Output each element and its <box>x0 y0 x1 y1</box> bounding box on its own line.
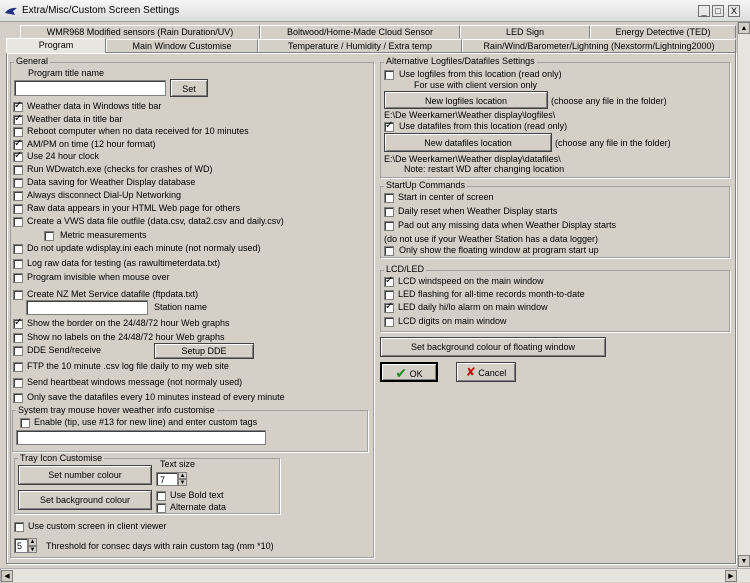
general-option-b1-checkbox[interactable] <box>13 259 23 269</box>
minimize-button[interactable]: _ <box>698 5 710 17</box>
cancel-x-icon: ✘ <box>465 365 476 379</box>
general-option-0-label: Weather data in Windows title bar <box>27 101 162 111</box>
general-option-6-label: Data saving for Weather Display database <box>27 177 196 187</box>
bold-text-label: Use Bold text <box>170 490 224 500</box>
startup-option-1-label: Daily reset when Weather Display starts <box>398 206 558 216</box>
tab-program[interactable]: Program <box>6 38 106 53</box>
general-option-0-checkbox[interactable] <box>13 102 23 112</box>
floating-background-colour-button[interactable]: Set background colour of floating window <box>380 337 606 357</box>
general-option-d2-checkbox[interactable] <box>13 393 23 403</box>
general-option-d1-checkbox[interactable] <box>13 378 23 388</box>
text-size-up-icon[interactable]: ▲ <box>179 473 186 479</box>
lcd-option-2-checkbox[interactable] <box>384 303 394 313</box>
general-option-2-label: Reboot computer when no data received for 10 minutes <box>27 126 249 136</box>
general-option-c1-label: Show no labels on the 24/48/72 hour Web graphs <box>27 332 225 342</box>
program-title-label: Program title name <box>28 68 105 78</box>
ok-label: OK <box>409 369 423 379</box>
station-name-label: Station name <box>154 302 208 312</box>
program-title-input[interactable] <box>14 80 166 96</box>
systray-enable-label: Enable (tip, use #13 for new line) and enter custom tags <box>34 417 258 427</box>
window-title: Extra/Misc/Custom Screen Settings <box>22 5 180 16</box>
tab-temperature-humidity[interactable]: Temperature / Humidity / Extra temp <box>258 39 462 52</box>
general-group-title: General <box>16 56 49 66</box>
tab-rain-wind-barometer[interactable]: Rain/Wind/Barometer/Lightning (Nexstorm/Lightning2000) <box>462 39 736 52</box>
custom-screen-checkbox[interactable] <box>14 522 24 532</box>
general-option-5-checkbox[interactable] <box>13 165 23 175</box>
startup-option-1-checkbox[interactable] <box>384 207 394 217</box>
choose-note-2: (choose any file in the folder) <box>555 138 671 148</box>
general-option-c2-checkbox[interactable] <box>13 346 23 356</box>
app-logo-icon <box>4 5 18 17</box>
lcd-option-0-label: LCD windspeed on the main window <box>398 276 544 286</box>
general-option-4-label: Use 24 hour clock <box>27 151 100 161</box>
general-option-6-checkbox[interactable] <box>13 178 23 188</box>
systray-group-title: System tray mouse hover weather info customise <box>18 405 215 415</box>
general-option-b1-label: Log raw data for testing (as rawultimeterdata.txt) <box>27 258 221 268</box>
general-option-5-label: Run WDwatch.exe (checks for crashes of WD) <box>27 164 213 174</box>
client-version-note: For use with client version only <box>414 80 538 90</box>
scroll-left-icon[interactable]: ◀ <box>1 570 13 582</box>
tab-wmr968[interactable]: WMR968 Modified sensors (Rain Duration/UV) <box>20 25 260 38</box>
general-option-c0-label: Show the border on the 24/48/72 hour Web graphs <box>27 318 230 328</box>
station-name-input[interactable] <box>26 300 148 315</box>
metric-checkbox[interactable] <box>44 231 54 241</box>
restart-note: Note: restart WD after changing location <box>404 164 565 174</box>
general-option-d0-checkbox[interactable] <box>13 362 23 372</box>
altlog-group-title: Alternative Logfiles/Datafiles Settings <box>386 56 535 66</box>
tab-boltwood[interactable]: Boltwood/Home-Made Cloud Sensor <box>260 25 460 38</box>
alternate-data-label: Alternate data <box>170 502 227 512</box>
general-option-9-label: Create a VWS data file outfile (data.csv, data2.csv and daily.csv) <box>27 216 284 226</box>
general-option-b3-label: Create NZ Met Service datafile (ftpdata.txt) <box>27 289 199 299</box>
cancel-button[interactable] <box>456 362 516 382</box>
systray-custom-tags-input[interactable] <box>16 430 266 445</box>
general-option-b2-label: Program invisible when mouse over <box>27 272 170 282</box>
general-option-c0-checkbox[interactable] <box>13 319 23 329</box>
threshold-up-icon[interactable]: ▲ <box>29 539 36 545</box>
alternate-data-checkbox[interactable] <box>156 503 166 513</box>
scroll-right-icon[interactable]: ▶ <box>725 570 737 582</box>
choose-note-1: (choose any file in the folder) <box>551 96 667 106</box>
custom-screen-label: Use custom screen in client viewer <box>28 521 167 531</box>
systray-enable-checkbox[interactable] <box>20 418 30 428</box>
lcd-option-3-label: LCD digits on main window <box>398 316 507 326</box>
use-datafiles-checkbox[interactable] <box>384 122 394 132</box>
horizontal-scrollbar[interactable] <box>0 568 750 582</box>
close-button[interactable]: X <box>728 5 740 17</box>
startup-group-title: StartUp Commands <box>386 180 466 190</box>
lcd-option-0-checkbox[interactable] <box>384 277 394 287</box>
lcd-led-group-title: LCD/LED <box>386 264 425 274</box>
maximize-button[interactable]: □ <box>712 5 724 17</box>
general-option-c2-label: DDE Send/receive <box>27 345 102 355</box>
general-option-4-checkbox[interactable] <box>13 152 23 162</box>
tab-main-window-customise[interactable]: Main Window Customise <box>106 39 258 52</box>
lcd-option-2-label: LED daily hi/lo alarm on main window <box>398 302 548 312</box>
ok-check-icon: ✔ <box>395 366 408 382</box>
lcd-option-1-label: LED flashing for all-time records month-to-date <box>398 289 585 299</box>
general-option-3-checkbox[interactable] <box>13 140 23 150</box>
cancel-label: Cancel <box>478 368 507 378</box>
use-logfiles-label: Use logfiles from this location (read only) <box>399 69 562 79</box>
bold-text-checkbox[interactable] <box>156 491 166 501</box>
threshold-down-icon[interactable]: ▼ <box>29 547 36 553</box>
general-option-d0-label: FTP the 10 minute .csv log file daily to my web site <box>27 361 229 371</box>
datafiles-path: E:\De Weerkamer\Weather display\datafiles\ <box>384 154 561 164</box>
general-option-b0-checkbox[interactable] <box>13 244 23 254</box>
logfiles-path: E:\De Weerkamer\Weather display\logfiles\ <box>384 110 556 120</box>
lcd-option-1-checkbox[interactable] <box>384 290 394 300</box>
set-title-button[interactable]: Set <box>170 79 208 97</box>
startup-option-2-checkbox[interactable] <box>384 221 394 231</box>
general-option-3-label: AM/PM on time (12 hour format) <box>27 139 156 149</box>
vertical-scrollbar[interactable] <box>737 22 750 568</box>
general-option-8-checkbox[interactable] <box>13 204 23 214</box>
general-option-7-label: Always disconnect Dial-Up Networking <box>27 190 182 200</box>
general-option-c1-checkbox[interactable] <box>13 333 23 343</box>
title-bar <box>0 0 750 22</box>
general-option-b2-checkbox[interactable] <box>13 273 23 283</box>
tab-led-sign[interactable]: LED Sign <box>460 25 590 38</box>
set-background-colour-button[interactable]: Set background colour <box>18 490 152 510</box>
general-option-8-label: Raw data appears in your HTML Web page for others <box>27 203 241 213</box>
general-option-d2-label: Only save the datafiles every 10 minutes instead of every minute <box>27 392 285 402</box>
text-size-input[interactable]: 7 <box>156 472 178 486</box>
floating-window-label: Only show the floating window at program start up <box>399 245 599 255</box>
general-option-9-checkbox[interactable] <box>13 217 23 227</box>
new-datafiles-button[interactable]: New datafiles location <box>384 133 552 152</box>
startup-option-2-label: Pad out any missing data when Weather Display starts <box>398 220 616 230</box>
startup-option-0-label: Start in center of screen <box>398 192 494 202</box>
use-logfiles-checkbox[interactable] <box>384 70 394 80</box>
tab-energy-detective[interactable]: Energy Detective (TED) <box>590 25 736 38</box>
general-option-2-checkbox[interactable] <box>13 127 23 137</box>
startup-option-0-checkbox[interactable] <box>384 193 394 203</box>
lcd-option-3-checkbox[interactable] <box>384 317 394 327</box>
floating-window-checkbox[interactable] <box>384 246 394 256</box>
general-option-b3-checkbox[interactable] <box>13 290 23 300</box>
general-option-b0-label: Do not update wdisplay.ini each minute (not normaly used) <box>27 243 261 253</box>
metric-label: Metric measurements <box>60 230 147 240</box>
threshold-input[interactable]: 5 <box>14 538 28 553</box>
setup-dde-button[interactable]: Setup DDE <box>154 343 254 359</box>
general-option-1-label: Weather data in title bar <box>27 114 123 124</box>
scroll-up-icon[interactable]: ▲ <box>738 22 750 34</box>
general-option-1-checkbox[interactable] <box>13 115 23 125</box>
ok-button[interactable] <box>380 362 438 382</box>
new-logfiles-button[interactable]: New logfiles location <box>384 91 548 109</box>
use-datafiles-label: Use datafiles from this location (read only) <box>399 121 568 131</box>
scroll-down-icon[interactable]: ▼ <box>738 555 750 567</box>
general-option-7-checkbox[interactable] <box>13 191 23 201</box>
text-size-down-icon[interactable]: ▼ <box>179 480 186 486</box>
general-option-d1-label: Send heartbeat windows message (not normaly used) <box>27 377 243 387</box>
threshold-label: Threshold for consec days with rain custom tag (mm *10) <box>46 541 274 551</box>
tray-icon-group-title: Tray Icon Customise <box>20 453 103 463</box>
data-logger-note: (do not use if your Weather Station has a data logger) <box>384 234 598 244</box>
set-number-colour-button[interactable]: Set number colour <box>18 465 152 485</box>
text-size-label: Text size <box>160 459 196 469</box>
